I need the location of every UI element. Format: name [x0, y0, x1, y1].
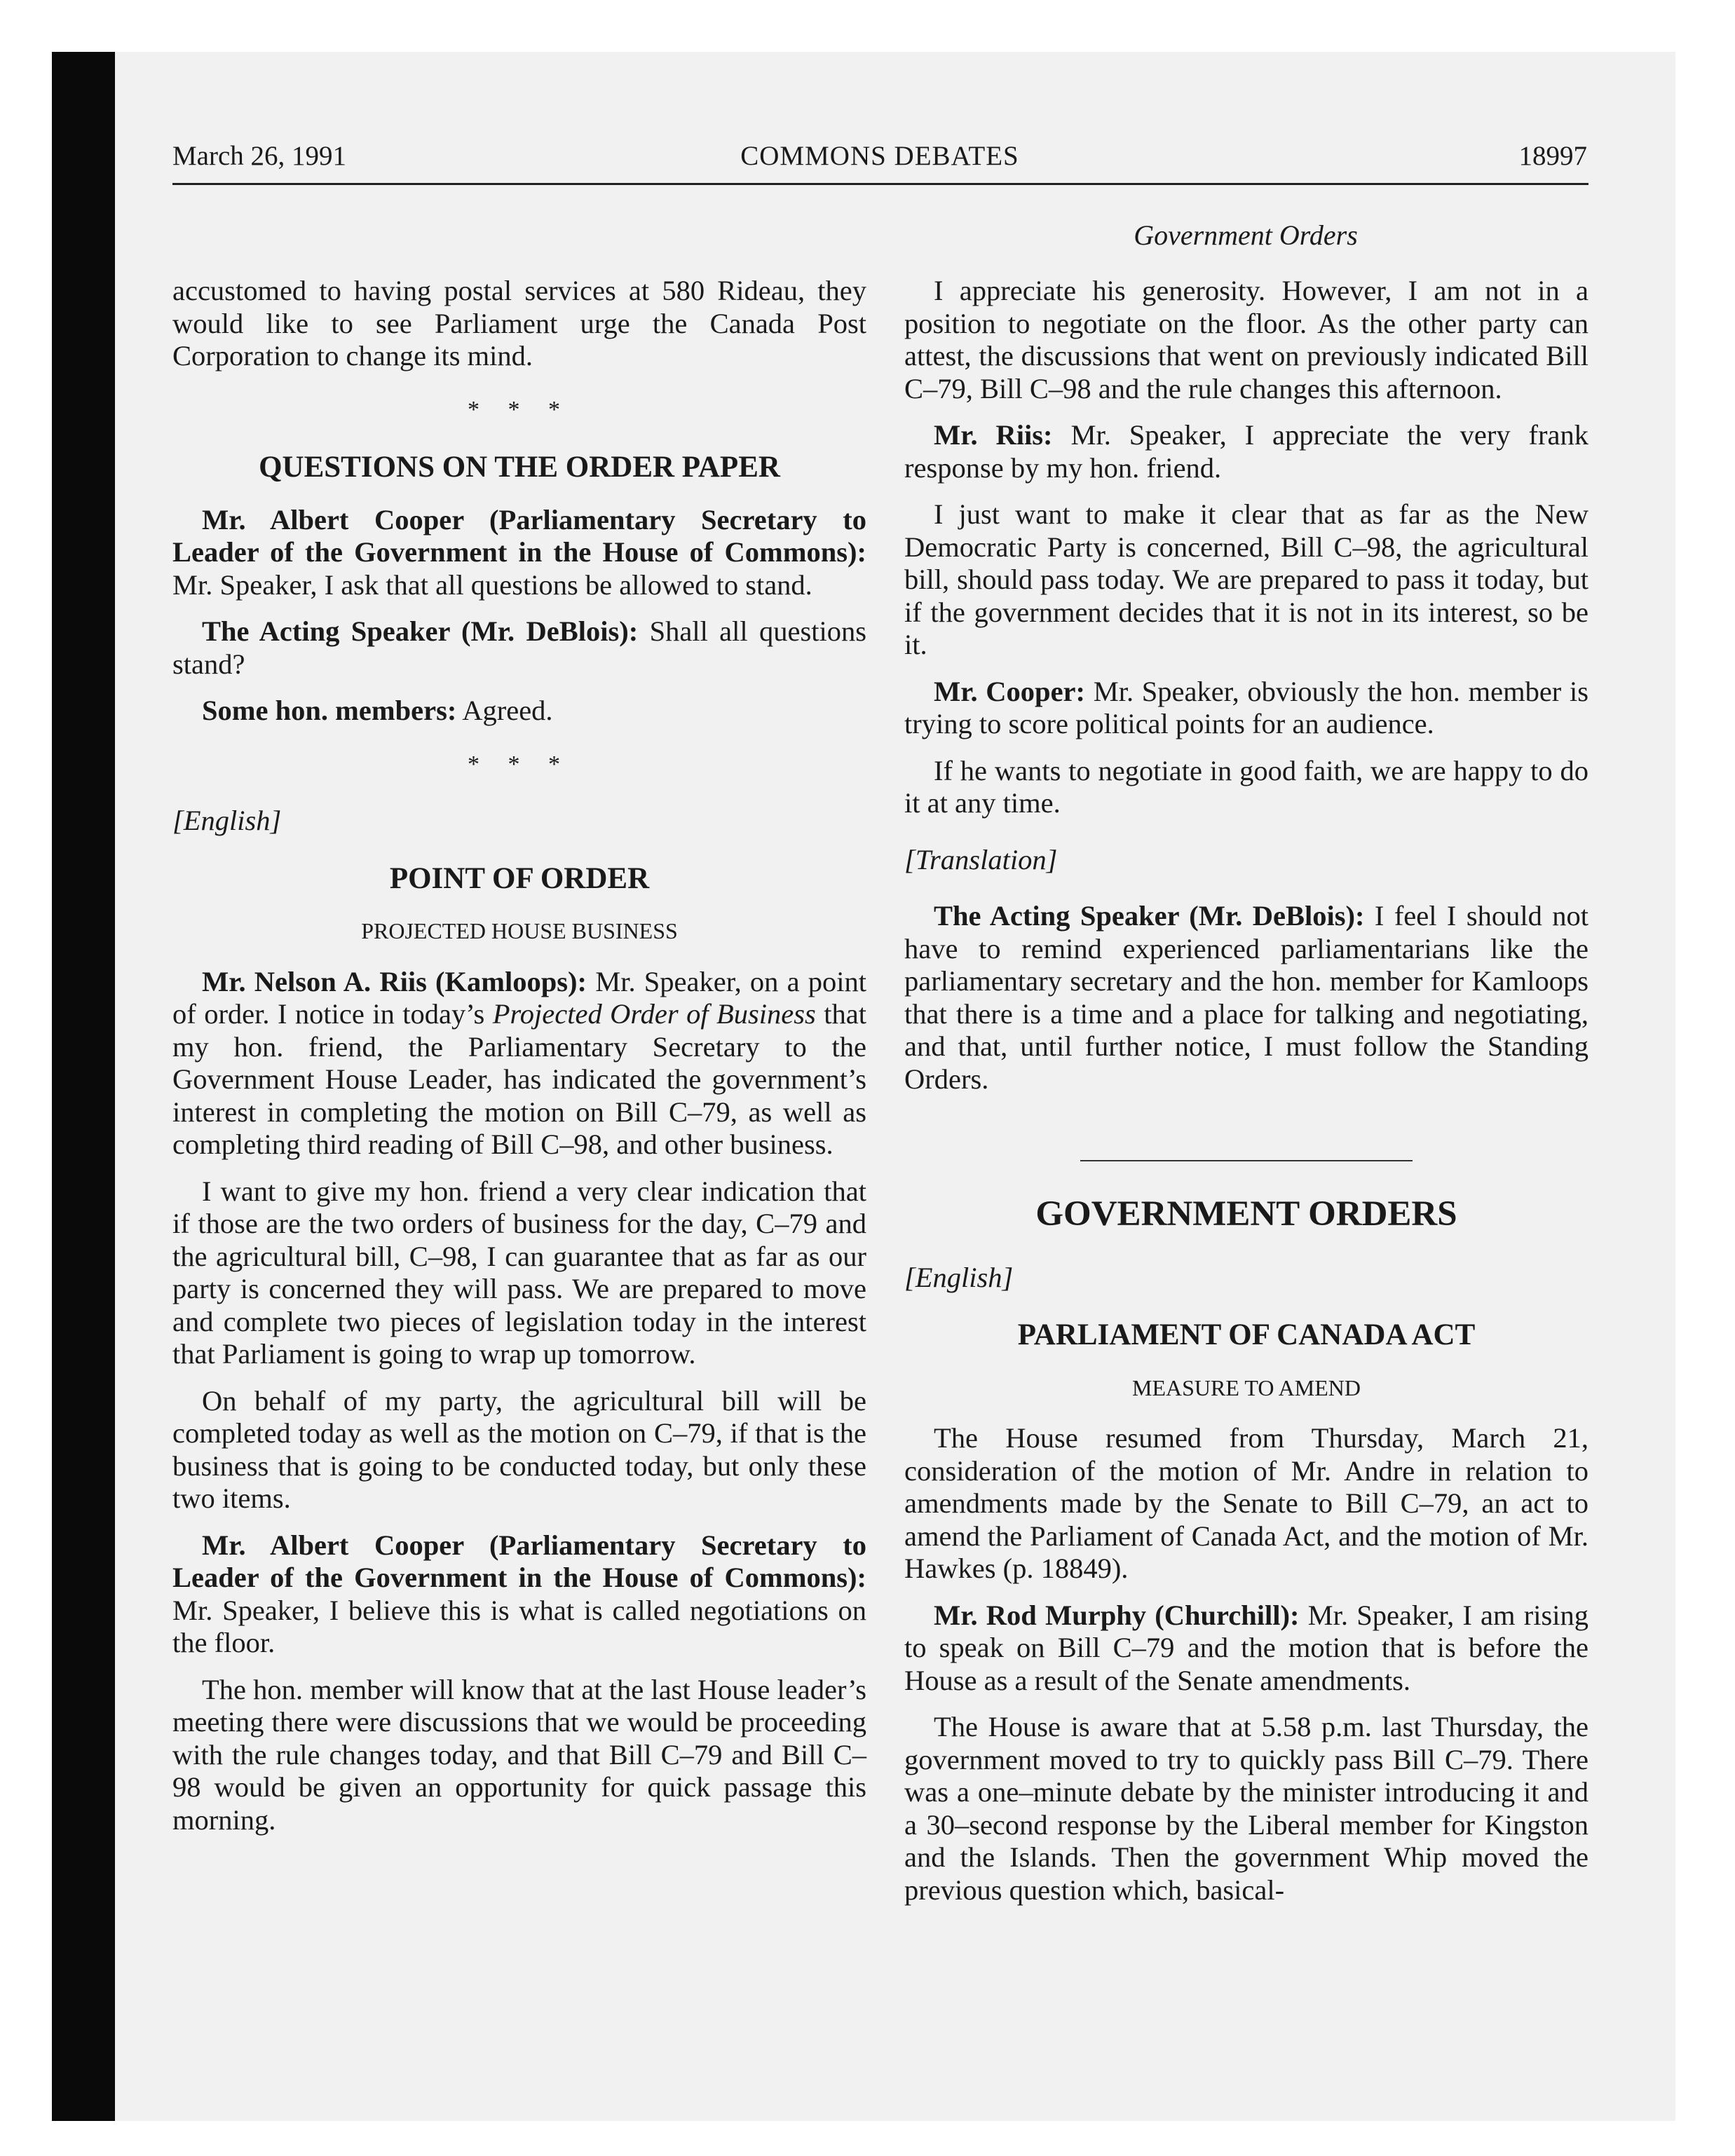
header-date: March 26, 1991 — [172, 141, 347, 171]
paragraph — [172, 966, 866, 1161]
subsection-heading: MEASURE TO AMEND — [1132, 1374, 1361, 1400]
paragraph — [172, 504, 866, 602]
paragraph — [172, 1529, 866, 1660]
binding-edge — [52, 52, 115, 2121]
speech-text: Mr. Speaker, I appreciate the very frank response by my hon. friend. — [904, 419, 1589, 484]
speaker-name: Mr. Nelson A. Riis (Kamloops): — [202, 965, 587, 997]
speech-text: Mr. Speaker, I believe this is what is called negotiations on the floor. — [172, 1594, 866, 1658]
speech-text: Agreed. — [456, 695, 553, 726]
language-marker: [Translation] — [904, 843, 1058, 875]
subsection-heading: PROJECTED HOUSE BUSINESS — [361, 918, 678, 943]
right-column — [904, 275, 1588, 1920]
paragraph: On behalf of my party, the agricultural bill will be completed today as well as the motion on C–79, if that is the business that is going to be conducted today, but only these two items. — [172, 1384, 866, 1514]
running-head: Government Orders — [1134, 219, 1358, 251]
speaker-name: Mr. Albert Cooper (Parliamentary Secretary to Leader of the Government in the House of Commons): — [172, 1529, 866, 1593]
section-separator: * * * — [468, 751, 571, 777]
section-divider — [1080, 1160, 1413, 1161]
paragraph: The House resumed from Thursday, March 21, consideration of the motion of Mr. Andre in relation to amendments made by the Senate to Bill C–79, an act to amend the Parliament of Canada Act, and the motion of Mr. Hawkes (p. 18849). — [904, 1422, 1588, 1584]
language-marker: [English] — [904, 1261, 1014, 1293]
header-rule — [172, 183, 1588, 185]
page-header — [172, 140, 1587, 182]
speech-text: Mr. Speaker, I am rising to speak on Bill C–79 and the motion that is before the House as a result of the Senate amendments. — [904, 1599, 1588, 1696]
left-column — [172, 275, 866, 1850]
paragraph: I just want to make it clear that as far as the New Democratic Party is concerned, Bill C–98, the agricultural bill, should pass today. We are prepared to pass it today, but if the government decides that it is not in its interest, so be it. — [904, 498, 1588, 660]
paragraph — [172, 615, 866, 681]
paragraph — [904, 419, 1588, 484]
paragraph: If he wants to negotiate in good faith, we are happy to do it at any time. — [904, 754, 1588, 819]
speaker-name: Mr. Riis: — [934, 419, 1053, 451]
paragraph: I want to give my hon. friend a very clear indication that if those are the two orders of business for the day, C–79 and the agricultural bill, C–98, I can guarantee that as far as our party is concerned they will pass. We are prepared to move and complete two pieces of legislation today in the interest that Parliament is going to wrap up tomorrow. — [172, 1175, 866, 1370]
speech-text: I feel I should not have to remind experienced parliamentarians like the parliamentary secretary and the hon. member for Kamloops that there is a time and a place for talking and negotiating, and that, until further notice, I must follow the Standing Orders. — [904, 900, 1589, 1095]
header-title: COMMONS DEBATES — [740, 141, 1019, 171]
section-heading: PARLIAMENT OF CANADA ACT — [1017, 1318, 1476, 1351]
speech-text: Shall all questions stand? — [172, 615, 866, 680]
paragraph: The House is aware that at 5.58 p.m. last Thursday, the government moved to try to quickly pass Bill C–79. There was a one–minute debate by the minister introducing it and a 30–second response by the Liberal member for Kingston and the Islands. Then the government Whip moved the previous question which, basical- — [904, 1711, 1588, 1906]
paragraph — [904, 1599, 1588, 1698]
speech-text: that my hon. friend, the Parliamentary Secretary to the Government House Leader, has indicated the government’s interest in completing the motion on Bill C–79, as well as completing third reading of Bill C–98, and other business. — [172, 998, 866, 1160]
speaker-name: Mr. Cooper: — [934, 675, 1086, 707]
speech-text: Mr. Speaker, on a point of order. I notice in today’s — [172, 965, 867, 1030]
speaker-name: The Acting Speaker (Mr. DeBlois): — [934, 900, 1365, 932]
document-title: Projected Order of Business — [492, 998, 816, 1030]
speaker-name: The Acting Speaker (Mr. DeBlois): — [202, 615, 639, 647]
paragraph — [172, 695, 866, 728]
section-separator: * * * — [468, 396, 571, 423]
paragraph — [904, 676, 1588, 741]
paragraph: accustomed to having postal services at 580 Rideau, they would like to see Parliament urge the Canada Post Corporation to change its mind. — [172, 275, 866, 371]
section-heading: POINT OF ORDER — [389, 861, 650, 895]
speaker-name: Some hon. members: — [202, 695, 457, 726]
section-heading: QUESTIONS ON THE ORDER PAPER — [259, 451, 780, 484]
paragraph: I appreciate his generosity. However, I am not in a position to negotiate on the floor. As the other party can attest, the discussions that went on previously indicated Bill C–79, Bill C–98 and the rule changes this afternoon. — [904, 275, 1588, 404]
speech-text: Mr. Speaker, obviously the hon. member is trying to score political points for an audience. — [904, 675, 1588, 739]
section-heading: GOVERNMENT ORDERS — [1035, 1194, 1457, 1234]
page-number: 18997 — [1518, 141, 1587, 171]
language-marker: [English] — [172, 805, 282, 836]
paragraph: The hon. member will know that at the last House leader’s meeting there were discussions that we would be proceeding with the rule changes today, and that Bill C–79 and Bill C–98 would be given an opportunity for quick passage this morning. — [172, 1673, 866, 1836]
speaker-name: Mr. Rod Murphy (Churchill): — [934, 1599, 1300, 1631]
speech-text: Mr. Speaker, I ask that all questions be allowed to stand. — [172, 568, 812, 601]
paragraph — [904, 900, 1588, 1096]
speaker-name: Mr. Albert Cooper (Parliamentary Secretary to Leader of the Government in the House of Commons): — [172, 503, 866, 568]
